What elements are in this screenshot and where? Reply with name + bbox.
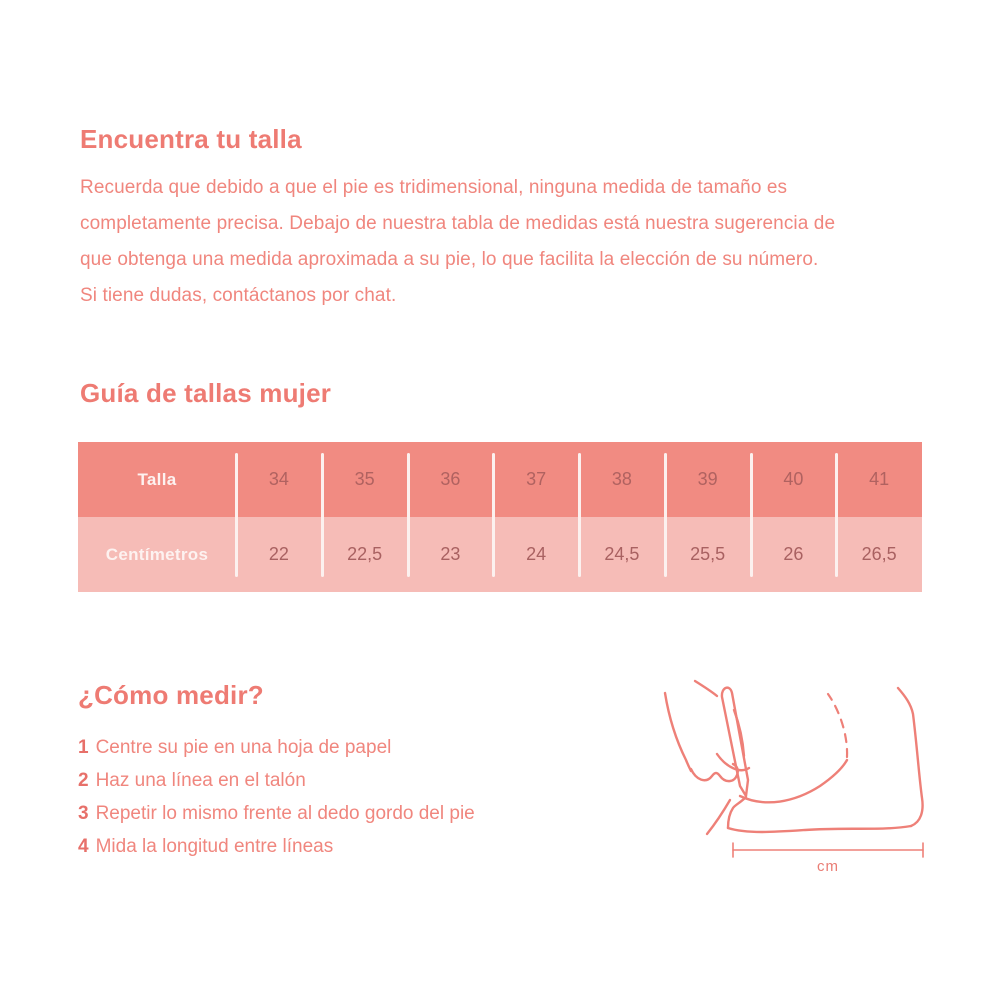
cm-cell: 26 [783, 544, 804, 564]
column-divider [235, 453, 238, 577]
column-divider [407, 453, 410, 577]
talla-label-cell: Talla [137, 469, 177, 489]
foot-outline-drawing [728, 688, 923, 832]
size-table [78, 442, 922, 592]
intro-line: completamente precisa. Debajo de nuestra tabla de medidas está nuestra sugerencia de [80, 213, 836, 234]
size-cell: 37 [526, 469, 547, 489]
column-divider [664, 453, 667, 577]
cm-unit-label: cm [817, 858, 839, 875]
centimetros-label-cell: Centímetros [105, 544, 209, 564]
size-cell: 35 [354, 469, 375, 489]
size-cell: 40 [783, 469, 804, 489]
foot-measure-illustration [645, 656, 945, 876]
how-to-measure-heading: ¿Cómo medir? [78, 680, 264, 710]
column-divider [835, 453, 838, 577]
cm-cell: 26,5 [861, 544, 897, 564]
column-divider [492, 453, 495, 577]
step-number: 4 [78, 836, 89, 857]
column-divider [321, 453, 324, 577]
hand-with-pencil-drawing [665, 681, 749, 834]
size-guide-heading: Guía de tallas mujer [80, 378, 332, 408]
step-text: Centre su pie en una hoja de papel [95, 737, 392, 758]
size-cell: 34 [268, 469, 289, 489]
cm-cell: 24,5 [604, 544, 640, 564]
step-item [78, 764, 475, 797]
cm-cell: 23 [440, 544, 461, 564]
step-number: 3 [78, 803, 89, 824]
size-cell: 38 [611, 469, 632, 489]
measurement-line [733, 843, 923, 875]
intro-line: Si tiene dudas, contáctanos por chat. [80, 285, 397, 306]
cm-cell: 25,5 [690, 544, 726, 564]
step-text: Repetir lo mismo frente al dedo gordo del pie [95, 803, 475, 824]
intro-line: que obtenga una medida aproximada a su pie, lo que facilita la elección de su número. [80, 249, 819, 270]
cm-cell: 24 [526, 544, 547, 564]
cm-cell: 22,5 [347, 544, 383, 564]
size-table-centimeters-row [78, 517, 922, 592]
size-table-talla-row [78, 442, 922, 517]
cm-cell: 22 [268, 544, 289, 564]
step-item [78, 830, 475, 863]
measure-steps-list [78, 731, 475, 863]
find-your-size-heading: Encuentra tu talla [80, 124, 302, 154]
intro-paragraph [80, 170, 835, 314]
step-text: Haz una línea en el talón [95, 770, 306, 791]
size-cell: 39 [697, 469, 718, 489]
step-number: 2 [78, 770, 89, 791]
column-divider [578, 453, 581, 577]
step-text: Mida la longitud entre líneas [95, 836, 334, 857]
intro-line: Recuerda que debido a que el pie es tridimensional, ninguna medida de tamaño es [80, 177, 788, 198]
step-item [78, 731, 475, 764]
step-number: 1 [78, 737, 89, 758]
size-cell: 41 [869, 469, 890, 489]
step-item [78, 797, 475, 830]
column-divider [750, 453, 753, 577]
size-cell: 36 [440, 469, 461, 489]
